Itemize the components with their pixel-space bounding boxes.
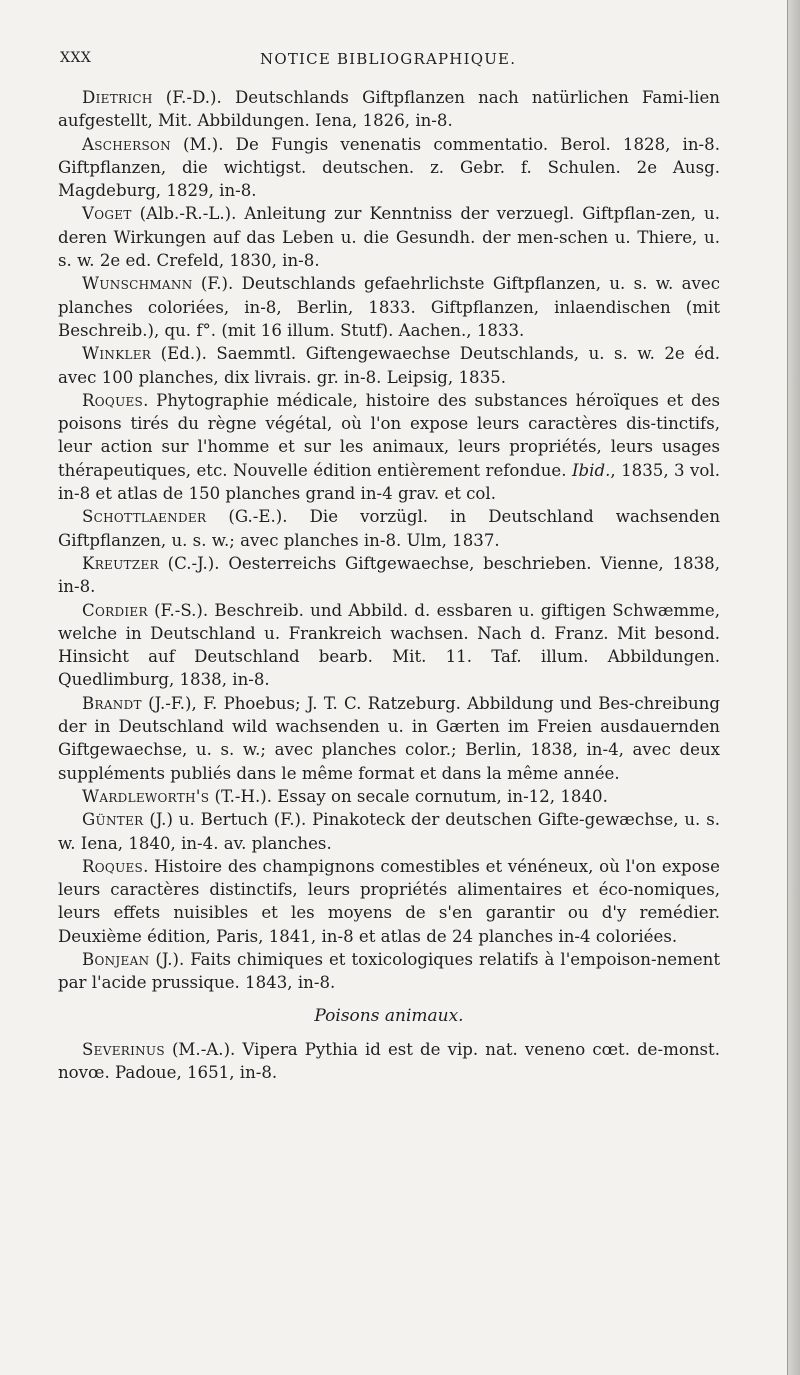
bibliography-entry: [58, 948, 720, 995]
page-edge: [787, 0, 800, 1375]
running-head: NOTICE BIBLIOGRAPHIQUE.: [260, 50, 517, 68]
entry-text: (F.). Deutschlands gefaehrlichste Giftpflanzen, u. s. w. avec planches coloriées, in-8, Berlin, 1833. Giftpflanzen, inlaendischen (mit Beschreib.), qu. f°. (mit 16 illum. Stutf). Aachen., 1833.: [58, 274, 720, 340]
page-number: XXX: [60, 50, 92, 66]
entry-text: (C.-J.). Oesterreichs Giftgewaechse, beschrieben. Vienne, 1838, in-8.: [58, 553, 720, 597]
entry-author: Brandt: [82, 693, 142, 713]
entry-ibid: Ibid.: [571, 460, 611, 480]
entry-text: (Ed.). Saemmtl. Giftengewaechse Deutschlands, u. s. w. 2e éd. avec 100 planches, dix livrais. gr. in-8. Leipsig, 1835.: [58, 344, 720, 387]
entry-author: Wardleworth's: [82, 786, 210, 806]
bibliography-entry: [58, 552, 720, 599]
entry-text: . Histoire des champignons comestibles et vénéneux, où l'on expose leurs caractères distinctifs, leurs propriétés alimentaires et éco-nomiques, leurs effets nuisibles et les moyens de s'en garantir ou d'y remédier. Deuxième édition, Paris, 1841, in-8 et atlas de 24 planches in-4 coloriées.: [58, 856, 720, 946]
bibliography-entry: [58, 86, 720, 133]
entry-text: (J.) u. Bertuch (F.). Pinakoteck der deutschen Gifte-gewæchse, u. s. w. Iena, 1840, in-4. av. planches.: [58, 810, 720, 853]
bibliography-entry: [58, 808, 720, 855]
bibliography-entry: [58, 505, 720, 552]
entry-text-continued: , 1835, 3 vol. in-8 et atlas de 150 planches grand in-4 grav. et col.: [58, 460, 720, 504]
entry-author: Kreutzer: [82, 553, 159, 573]
entry-text: (J.-F.), F. Phoebus; J. T. C. Ratzeburg. Abbildung und Bes-chreibung der in Deutschland wild wachsenden u. in Gærten im Freien ausdauernden Giftgewaechse, u. s. w.; avec planches color.; Berlin, 1838, in-4, avec deux suppléments publiés dans le même format et dans la même année.: [58, 693, 720, 783]
bibliography-entry: [58, 342, 720, 389]
entry-author: Roques: [82, 390, 144, 410]
entry-author: Dietrich: [82, 88, 153, 107]
bibliography-entry: [58, 1038, 720, 1085]
entry-author: Roques: [82, 856, 144, 876]
entry-text: (M.-A.). Vipera Pythia id est de vip. nat. veneno cœt. de-monst. novœ. Padoue, 1651, in-8.: [58, 1039, 720, 1083]
bibliography-entry: [58, 692, 720, 785]
bibliography-entry: [58, 855, 720, 948]
entry-author: Voget: [82, 204, 132, 224]
entry-author: Günter: [82, 810, 144, 830]
section-heading: Poisons animaux.: [314, 1005, 464, 1026]
entry-text: (F.-S.). Beschreib. und Abbild. d. essbaren u. giftigen Schwæmme, welche in Deutschland u. Frankreich wachsen. Nach d. Franz. Mit besond. Hinsicht auf Deutschland bearb. Mit. 11. Taf. illum. Abbildungen. Quedlimburg, 1838, in-8.: [58, 600, 720, 690]
bibliography-entry: [58, 599, 720, 692]
entry-text: (J.). Faits chimiques et toxicologiques relatifs à l'empoison-nement par l'acide prussique. 1843, in-8.: [58, 949, 720, 993]
entry-author: Ascherson: [82, 134, 171, 154]
page-header: [60, 50, 720, 74]
entry-author: Bonjean: [82, 949, 150, 969]
bibliography-entry: [58, 785, 720, 808]
entry-author: Wunschmann: [82, 274, 193, 294]
bibliography-entry: [58, 272, 720, 342]
bibliography-entry: [58, 202, 720, 272]
entry-author: Severinus: [82, 1039, 165, 1059]
entry-text: (G.-E.). Die vorzügl. in Deutschland wachsenden Giftpflanzen, u. s. w.; avec planches in-8. Ulm, 1837.: [58, 507, 720, 550]
bibliography-list: [58, 86, 720, 1084]
entry-text: (Alb.-R.-L.). Anleitung zur Kenntniss der verzuegl. Giftpflan-zen, u. deren Wirkungen auf das Leben u. die Gesundh. der men-schen u. Thiere, u. s. w. 2e ed. Crefeld, 1830, in-8.: [58, 204, 720, 271]
entry-text: (T.-H.). Essay on secale cornutum, in-12, 1840.: [209, 786, 608, 806]
entry-author: Schottlaender: [82, 507, 207, 527]
bibliography-entry: [58, 389, 720, 505]
entry-author: Winkler: [82, 344, 152, 364]
entry-text: (F.-D.). Deutschlands Giftpflanzen nach natürlichen Fami-lien aufgestellt, Mit. Abbildungen. Iena, 1826, in-8.: [58, 88, 720, 131]
entry-text: . Phytographie médicale, histoire des substances héroïques et des poisons tirés du règne végétal, où l'on expose leurs caractères dis-tinctifs, leur action sur l'homme et sur les animaux, leurs propriétés, leurs usages thérapeutiques, etc. Nouvelle édition entièrement refondue.: [58, 390, 720, 480]
bibliography-entry: [58, 133, 720, 203]
entry-text: (M.). De Fungis venenatis commentatio. Berol. 1828, in-8. Giftpflanzen, die wichtigst. deutschen. z. Gebr. f. Schulen. 2e Ausg. Magdeburg, 1829, in-8.: [58, 134, 720, 201]
entry-author: Cordier: [82, 600, 148, 620]
